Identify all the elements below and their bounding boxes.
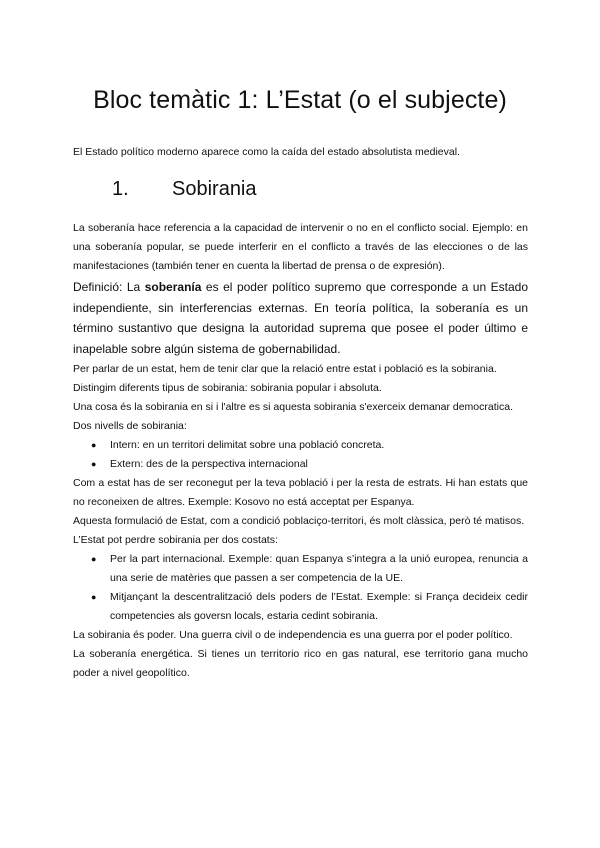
list-item: [73, 455, 528, 474]
paragraph-soberania-intro: La soberanía hace referencia a la capacidad de intervenir o no en el conflicto social. Ejemplo: en una soberanía popular, se puede interferir en el conflicto a través de las elecciones o de las manifestaciones (también tener en cuenta la libertad de prensa o de expresión).: [73, 222, 528, 272]
paragraph-tipus-sobirania: Distingim diferents tipus de sobirania: sobirania popular i absoluta.: [73, 382, 382, 394]
definition-term: soberanía: [144, 280, 202, 294]
paragraph-reconeixement: Com a estat has de ser reconegut per la teva població i per la resta de estrats. Hi han estats que no reconeixen de altres. Exemple: Kosovo no está acceptat per Espanya.: [73, 477, 528, 508]
document-title: Bloc temàtic 1: L’Estat (o el subjecte): [93, 86, 507, 114]
section-heading: [112, 178, 257, 201]
paragraph-estat-poblacio: Per parlar de un estat, hem de tenir clar que la relació entre estat i població es la sobirania.: [73, 363, 497, 375]
definition-text: es el poder político supremo que corresponde a un Estado independiente, sin interferencias externas. En teoría política, la soberanía es un término sustantivo que designa la autoridad suprema que posee el poder último e inapelable sobre algún sistema de gobernabilidad.: [73, 280, 528, 356]
paragraph-definition: [73, 277, 528, 359]
bullet-icon: ●: [91, 440, 97, 450]
list-nivells: [73, 436, 528, 474]
list-item-text: Mitjançant la descentralització dels poders de l’Estat. Exemple: si França decideix cedir competencies als goversn locals, estaria cedint sobirania.: [110, 591, 528, 622]
intro-paragraph: El Estado político moderno aparece como la caída del estado absolutista medieval.: [73, 146, 460, 158]
list-item-text: Per la part internacional. Exemple: quan Espanya s’integra a la unió europea, renuncia a una serie de matèries que passen a ser competencia de la UE.: [110, 553, 528, 584]
paragraph-formulacio: Aquesta formulació de Estat, com a condició poblaciço-territori, és molt clàssica, però té matisos.: [73, 515, 525, 527]
list-item: [73, 550, 528, 588]
paragraph-soberania-energetica: La soberanía energética. Si tienes un territorio rico en gas natural, ese territorio gana mucho poder a nivel geopolítico.: [73, 648, 528, 679]
list-item: [73, 436, 528, 455]
section-title: Sobirania: [172, 178, 257, 200]
bullet-icon: ●: [91, 459, 97, 469]
bullet-icon: ●: [91, 592, 97, 602]
definition-prefix: Definició: La: [73, 280, 145, 294]
paragraph-dos-nivells: Dos nivells de sobirania:: [73, 420, 187, 432]
paragraph-sobirania-poder: La sobirania és poder. Una guerra civil o de independencia es una guerra por el poder político.: [73, 629, 513, 641]
document-body: [73, 219, 528, 683]
list-item-text: Extern: des de la perspectiva internacional: [110, 458, 308, 470]
section-number: 1.: [112, 178, 129, 200]
list-costats: [73, 550, 528, 626]
paragraph-perdre-sobirania: L’Estat pot perdre sobirania per dos costats:: [73, 534, 278, 546]
list-item-text: Intern: en un territori delimitat sobre una població concreta.: [110, 439, 385, 451]
paragraph-sobirania-democratica: Una cosa és la sobirania en si i l'altre es si aquesta sobirania s'exerceix demanar democratica.: [73, 401, 513, 413]
list-item: [73, 588, 528, 626]
bullet-icon: ●: [91, 554, 97, 564]
